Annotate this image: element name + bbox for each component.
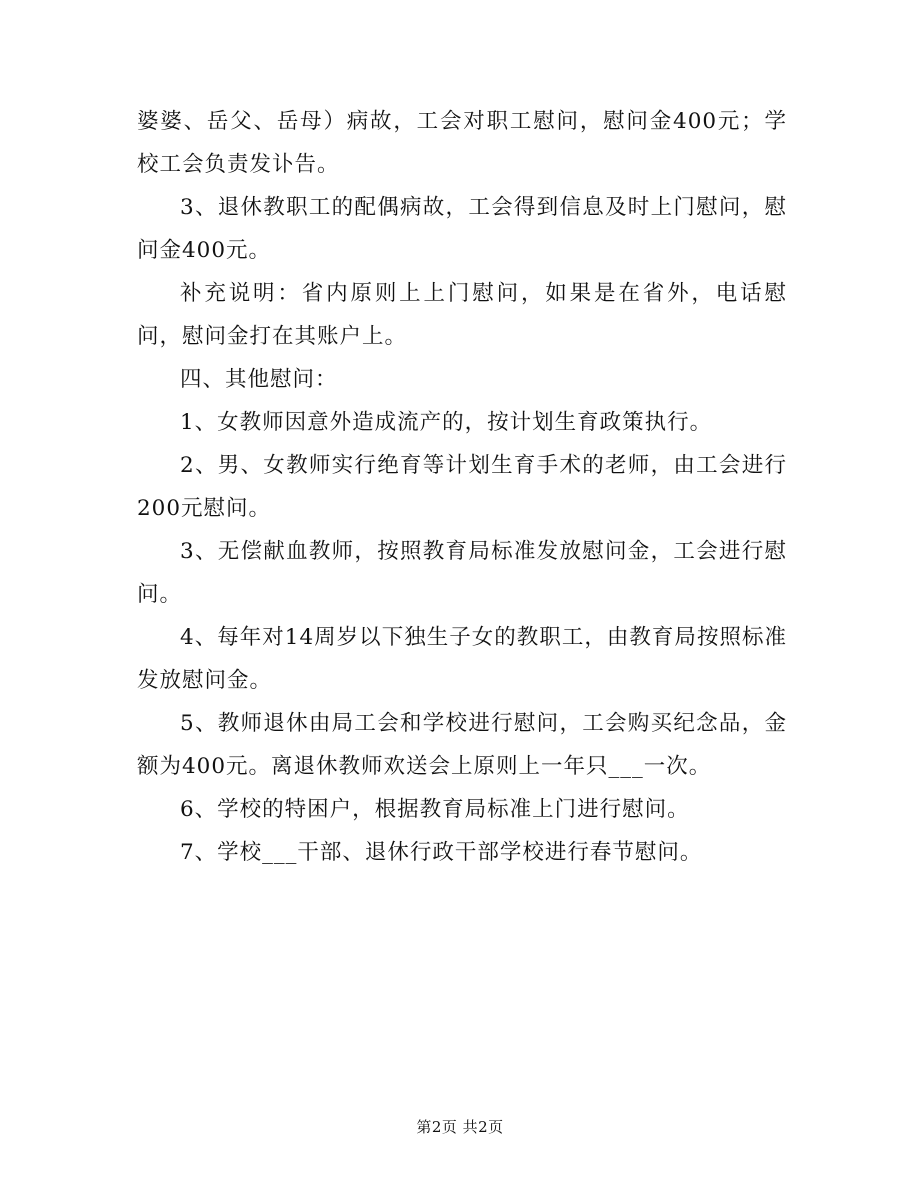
paragraph-item-6: 6、学校的特困户，根据教育局标准上门进行慰问。 — [180, 797, 690, 822]
paragraph-item-2: 2、男、女教师实行绝育等计划生育手术的老师，由工会进行200元慰问。 — [137, 453, 787, 521]
section-heading-other-condolences: 四、其他慰问： — [180, 367, 338, 392]
paragraph-item-4: 4、每年对14周岁以下独生子女的教职工，由教育局按照标准发放慰问金。 — [137, 625, 787, 693]
paragraph-item-5: 5、教师退休由局工会和学校进行慰问，工会购买纪念品，金额为400元。离退休教师欢送会上原则上一年只___一次。 — [137, 711, 787, 779]
page-number-footer: 第2页 共2页 — [416, 1118, 504, 1136]
paragraph-item-3: 3、无偿献血教师，按照教育局标准发放慰问金，工会进行慰问。 — [137, 539, 787, 607]
paragraph-supplementary-note: 补充说明：省内原则上上门慰问，如果是在省外，电话慰问，慰问金打在其账户上。 — [137, 281, 787, 349]
paragraph-retiree-spouse: 3、退休教职工的配偶病故，工会得到信息及时上门慰问，慰问金400元。 — [137, 195, 787, 263]
paragraph-funeral-condolence: 婆婆、岳父、岳母）病故，工会对职工慰问，慰问金400元；学校工会负责发讣告。 — [137, 109, 787, 177]
paragraph-item-1: 1、女教师因意外造成流产的，按计划生育政策执行。 — [180, 410, 713, 435]
paragraph-item-7: 7、学校___干部、退休行政干部学校进行春节慰问。 — [180, 840, 703, 865]
document-body — [137, 100, 787, 874]
